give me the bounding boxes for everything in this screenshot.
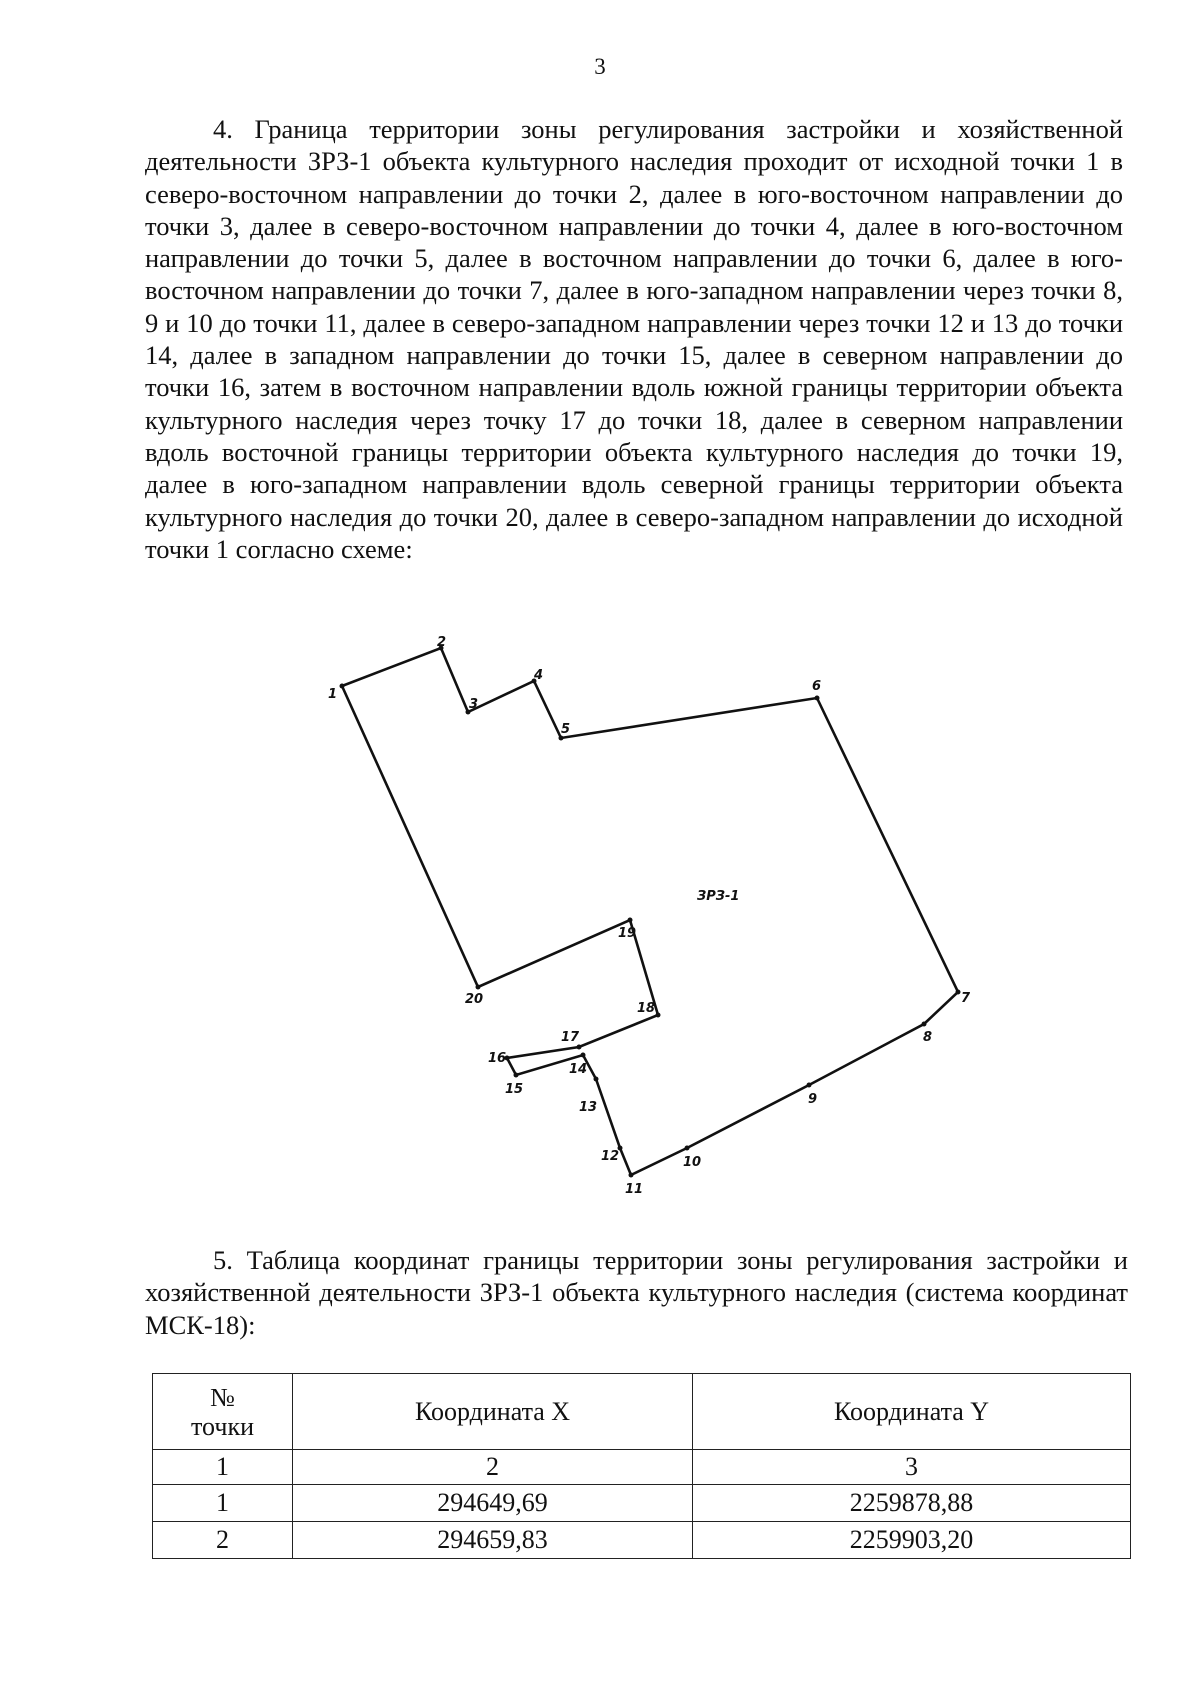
vertex-9 — [807, 1083, 812, 1088]
vertex-17 — [577, 1045, 582, 1050]
zone-label: ЗРЗ-1 — [697, 889, 740, 904]
column-numbers-row — [153, 1450, 1131, 1485]
coordinate-x-cell: 294659,83 — [293, 1522, 693, 1559]
vertex-label-6: 6 — [812, 679, 822, 694]
zone-boundary-polygon — [342, 648, 958, 1175]
vertex-label-14: 14 — [569, 1062, 588, 1077]
vertex-label-20: 20 — [465, 992, 484, 1007]
table-row — [153, 1522, 1131, 1559]
header-point-number-sign: № — [210, 1382, 235, 1412]
vertex-label-1: 1 — [328, 687, 338, 702]
vertex-label-4: 4 — [534, 668, 544, 683]
vertex-label-10: 10 — [683, 1155, 702, 1170]
point-number-cell: 1 — [153, 1485, 293, 1522]
vertex-11 — [629, 1173, 634, 1178]
coordinate-y-cell: 2259878,88 — [693, 1485, 1131, 1522]
vertex-15 — [514, 1073, 519, 1078]
vertex-label-3: 3 — [469, 697, 479, 712]
table-header-row — [153, 1374, 1131, 1450]
vertex-label-16: 16 — [488, 1051, 507, 1066]
vertex-13 — [594, 1077, 599, 1082]
section-5-paragraph: 5. Таблица координат границы территории зоны регулирования застройки и хозяйственной деятельности ЗРЗ-1 объекта культурного наследия (система координат МСК-18): — [145, 1245, 1128, 1340]
vertex-label-7: 7 — [961, 991, 971, 1006]
table-row — [153, 1485, 1131, 1522]
vertex-14 — [581, 1053, 586, 1058]
vertex-label-13: 13 — [579, 1100, 598, 1115]
header-coordinate-y: Координата Y — [693, 1374, 1131, 1450]
boundary-scheme — [300, 625, 1000, 1205]
vertex-label-12: 12 — [601, 1149, 620, 1164]
vertex-10 — [685, 1146, 690, 1151]
vertex-18 — [656, 1013, 661, 1018]
header-point-number-word: точки — [191, 1411, 254, 1441]
page-number: 3 — [594, 54, 606, 79]
vertex-label-18: 18 — [637, 1001, 656, 1016]
header-coordinate-x: Координата X — [293, 1374, 693, 1450]
vertex-label-17: 17 — [561, 1030, 580, 1045]
vertex-label-11: 11 — [625, 1182, 644, 1197]
vertex-8 — [922, 1022, 927, 1027]
vertex-1 — [340, 684, 345, 689]
vertex-label-19: 19 — [618, 926, 637, 941]
header-point-number — [153, 1374, 293, 1450]
column-number: 1 — [153, 1450, 293, 1485]
vertex-label-9: 9 — [808, 1092, 818, 1107]
point-number-cell: 2 — [153, 1522, 293, 1559]
vertex-7 — [956, 990, 961, 995]
vertex-label-2: 2 — [437, 635, 447, 650]
vertex-label-15: 15 — [505, 1082, 524, 1097]
vertex-19 — [628, 918, 633, 923]
coordinate-x-cell: 294649,69 — [293, 1485, 693, 1522]
vertex-label-8: 8 — [923, 1030, 933, 1045]
section-4-paragraph: 4. Граница территории зоны регулирования застройки и хозяйственной деятельности ЗРЗ-1 объекта культурного наследия проходит от исходной точки 1 в северо-восточном направлении до точки 2, далее в юго-восточном направлении до точки 3, далее в северо-восточном направлении до точки 4, далее в юго-восточном направлении до точки 5, далее в восточном направлении до точки 6, далее в юго-восточном направлении до точки 7, далее в юго-западном направлении через точки 8, 9 и 10 до точки 11, далее в северо-западном направлении через точки 12 и 13 до точки 14, далее в западном направлении до точки 15, далее в северном направлении до точки 16, затем в восточном направлении вдоль южной границы территории объекта культурного наследия через точку 17 до точки 18, далее в северном направлении вдоль восточной границы территории объекта культурного наследия до точки 19, далее в юго-западном направлении вдоль северной границы территории объекта культурного наследия до точки 20, далее в северо-западном направлении до исходной точки 1 согласно схеме: — [145, 114, 1123, 564]
column-number: 2 — [293, 1450, 693, 1485]
coordinates-table — [152, 1373, 1131, 1559]
vertex-6 — [815, 696, 820, 701]
column-number: 3 — [693, 1450, 1131, 1485]
vertex-20 — [476, 985, 481, 990]
vertex-label-5: 5 — [561, 722, 571, 737]
coordinate-y-cell: 2259903,20 — [693, 1522, 1131, 1559]
